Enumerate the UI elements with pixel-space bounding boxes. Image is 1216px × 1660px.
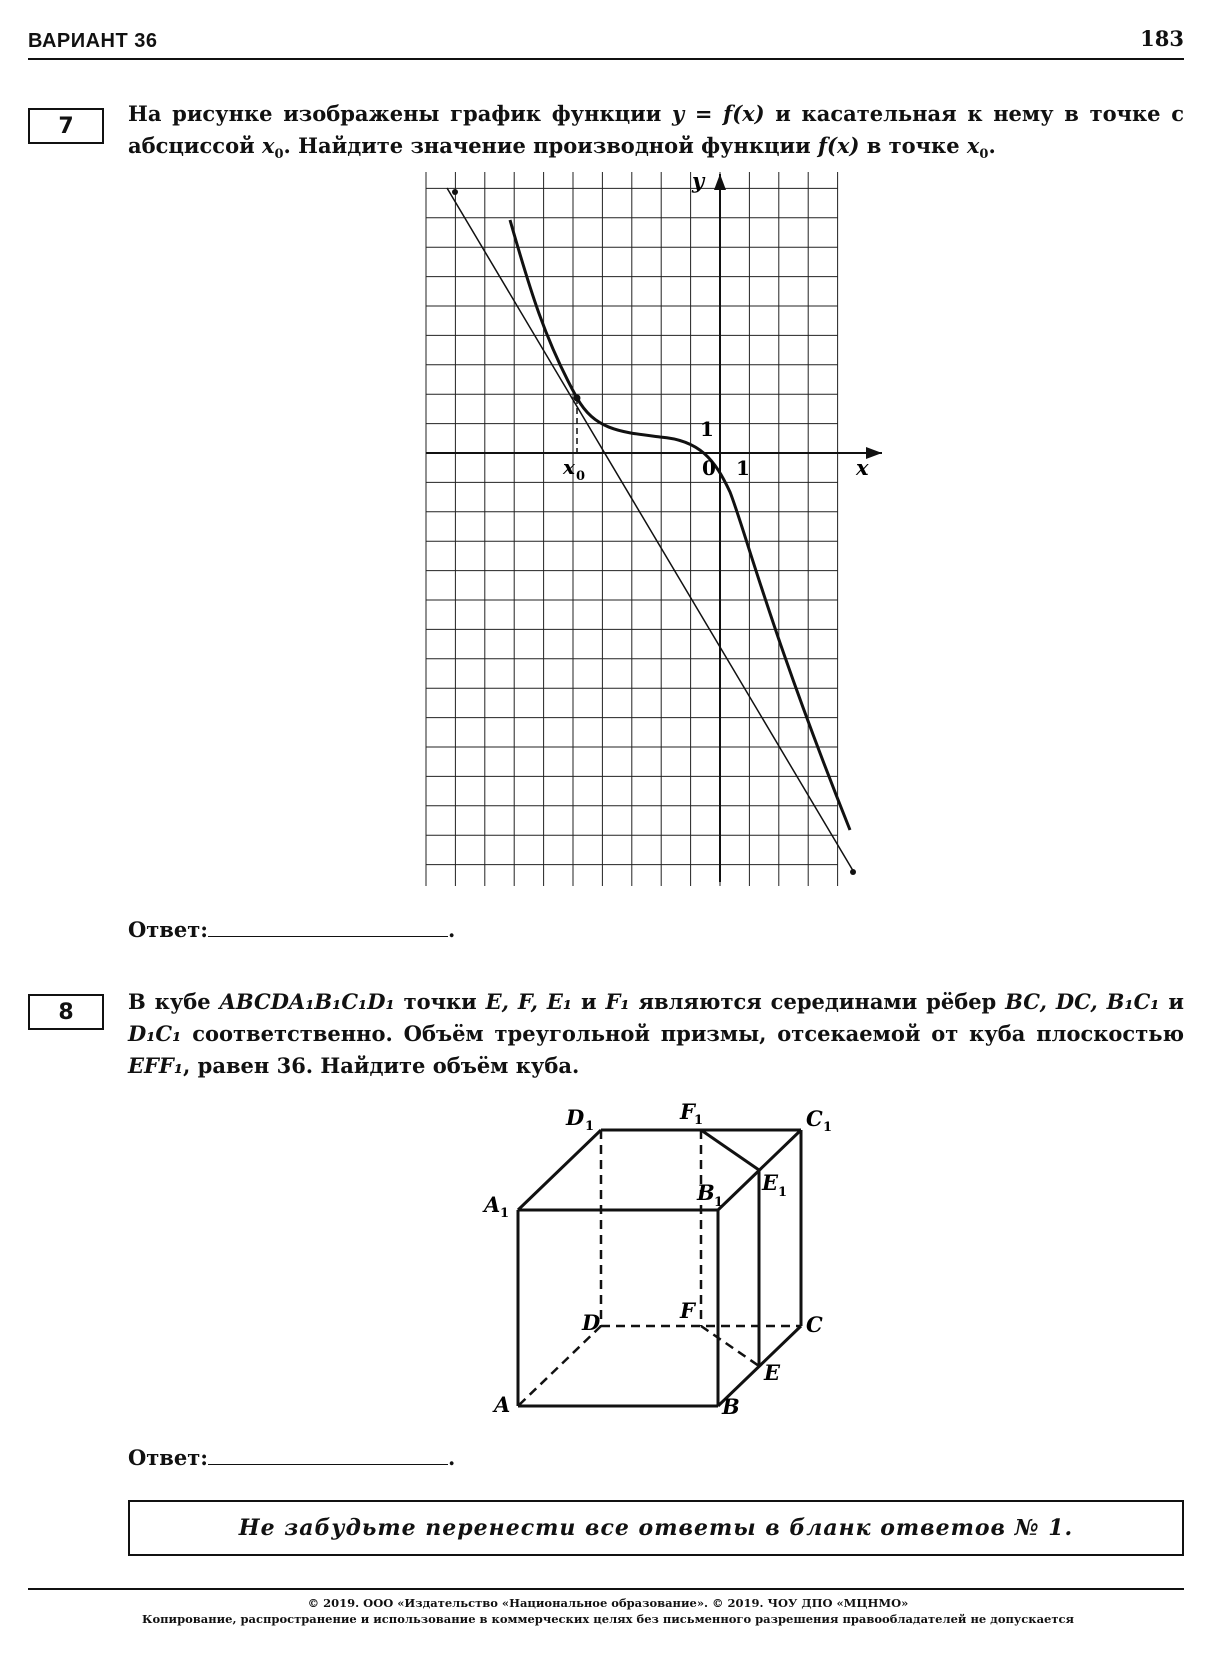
vertex-label-d1: D [566, 1105, 585, 1130]
point-name: F₁ [605, 989, 630, 1014]
answer-end: . [448, 917, 456, 942]
subscript-1: 1 [823, 1120, 833, 1135]
origin-label: 0 [702, 456, 716, 480]
vertex-label-a1: A [484, 1192, 501, 1217]
subscript-1: 1 [500, 1206, 510, 1221]
tick-label-x: 1 [736, 456, 750, 480]
subscript-1: 1 [585, 1119, 595, 1134]
task-text-fragment: и [572, 989, 606, 1014]
tick-label-y: 1 [700, 417, 714, 441]
hidden-edge [518, 1326, 601, 1406]
reminder-box [128, 1500, 1184, 1556]
cube-figure [480, 1096, 850, 1426]
tangent-line [447, 188, 855, 874]
subscript-1: 1 [714, 1195, 724, 1210]
x0-subscript: 0 [979, 147, 989, 163]
subscript-1: 1 [778, 1185, 788, 1200]
vertex-label-e1: E [762, 1170, 779, 1195]
x0-label-subscript: 0 [576, 469, 586, 484]
copyright-notice: Копирование, распространение и использование в коммерческих целях без письменного разрешения правообладателей не допускается [141, 1612, 1074, 1626]
edge-name: D₁C₁ [128, 1021, 182, 1046]
vertex-label-b: B [722, 1394, 740, 1419]
hidden-section-edge [701, 1326, 759, 1366]
section-edge [701, 1130, 759, 1170]
task-text-fragment: являются серединами рёбер [629, 989, 1006, 1014]
task-text-fragment: На рисунке изображены график функции [128, 101, 672, 126]
subscript-1: 1 [694, 1113, 704, 1128]
answer-row [128, 1442, 455, 1470]
answer-field[interactable] [208, 914, 448, 937]
answer-field[interactable] [208, 1442, 448, 1465]
vertex-label-a: A [494, 1392, 511, 1417]
vertex-label-e: E [764, 1360, 781, 1385]
vertex-label-d: D [582, 1310, 601, 1335]
x0-subscript: 0 [274, 147, 284, 163]
answer-row [128, 914, 455, 942]
vertex-label-c1: C [806, 1106, 823, 1131]
vertex-label-b1: B [697, 1180, 715, 1205]
task-number: 7 [58, 113, 74, 139]
task-text-fragment: . [988, 133, 996, 158]
task-statement [128, 98, 1184, 171]
task-number: 8 [58, 999, 74, 1025]
answer-label: Ответ: [128, 1445, 209, 1470]
tangent-endpoint [850, 869, 856, 875]
vertex-label-f1: F [680, 1099, 695, 1124]
task-text-fragment: и [1159, 989, 1184, 1014]
function-expression: y = f(x) [671, 101, 765, 126]
task-statement [128, 986, 1184, 1082]
task-text-fragment: в точке [859, 133, 967, 158]
vertex-label-f: F [680, 1298, 695, 1323]
y-axis-arrow [714, 174, 726, 190]
variant-title: ВАРИАНТ 36 [28, 30, 158, 52]
edges-list: BC, DC, B₁C₁ [1005, 989, 1160, 1014]
cube-name: ABCDA₁B₁C₁D₁ [219, 989, 395, 1014]
task-text-fragment: и касательная к нему в точке с абсциссой [128, 101, 1184, 158]
copyright-line: © 2019. ООО «Издательство «Национальное образование». © 2019. ЧОУ ДПО «МЦНМО» [307, 1596, 909, 1610]
task-number-box [28, 994, 104, 1030]
task-text-fragment: В кубе [128, 989, 220, 1014]
footer-divider [28, 1588, 1184, 1590]
plane-name: EFF₁ [128, 1053, 184, 1078]
graph-grid [426, 172, 838, 886]
task-text-fragment: точки [394, 989, 486, 1014]
tangent-endpoint [452, 189, 458, 195]
task-text-fragment: . Найдите значение производной функции [283, 133, 818, 158]
vertex-label-c: C [806, 1312, 823, 1337]
answer-label: Ответ: [128, 917, 209, 942]
function-curve [510, 220, 850, 830]
task-number-box [28, 108, 104, 144]
y-axis-label: y [692, 170, 705, 193]
function-graph [420, 170, 890, 890]
task-text-fragment: , равен 36. Найдите объём куба. [183, 1053, 580, 1078]
x0-label: x [563, 455, 575, 479]
answer-end: . [448, 1445, 456, 1470]
x-axis-label: x [856, 455, 869, 480]
x0-variable: x [261, 133, 275, 158]
reminder-text: Не забудьте перенести все ответы в бланк ответов № 1. [238, 1515, 1074, 1541]
page-number: 183 [1140, 26, 1184, 51]
cube-edge [518, 1130, 601, 1210]
points-list: E, F, E₁ [485, 989, 573, 1014]
function-expression: f(x) [817, 133, 860, 158]
header-divider [28, 58, 1184, 60]
x0-variable: x [966, 133, 980, 158]
task-text-fragment: соответственно. Объём треугольной призмы, отсекаемой от куба плоскостью [181, 1021, 1184, 1046]
